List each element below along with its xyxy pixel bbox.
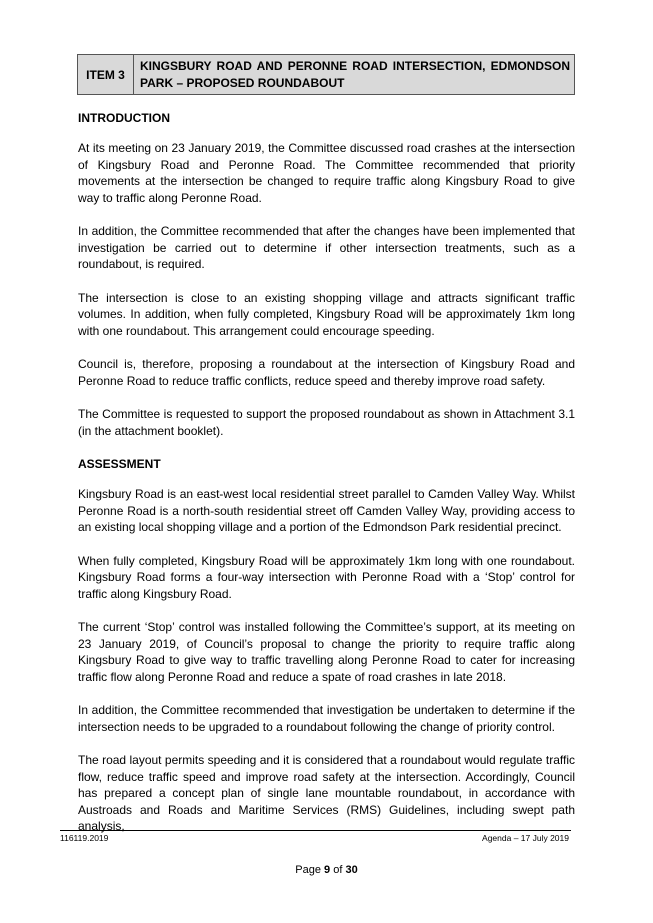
item-title-cell: KINGSBURY ROAD AND PERONNE ROAD INTERSECTION, EDMONDSON PARK – PROPOSED ROUNDABOUT — [140, 59, 570, 90]
assessment-paragraph: In addition, the Committee recommended that investigation be undertaken to determine if the intersection needs to be upgraded to a roundabout following the change of priority control. — [78, 703, 575, 734]
introduction-paragraph: The Committee is requested to support the proposed roundabout as shown in Attachment 3.1 (in the attachment booklet). — [78, 407, 575, 438]
item-number-cell: ITEM 3 — [78, 55, 134, 94]
page-total: 30 — [345, 864, 358, 876]
page-separator: of — [333, 864, 343, 876]
item-header-table — [77, 54, 575, 95]
assessment-paragraph: Kingsbury Road is an east-west local residential street parallel to Camden Valley Way. Whilst Peronne Road is a north-south residential street off Camden Valley Way, providing access to an existing local shopping village and a portion of the Edmondson Park residential precinct. — [78, 487, 575, 534]
footer-agenda-date: Agenda – 17 July 2019 — [482, 833, 569, 843]
page-prefix: Page — [295, 864, 321, 876]
page-number — [0, 864, 653, 877]
introduction-heading: INTRODUCTION — [78, 111, 170, 125]
assessment-paragraph: The road layout permits speeding and it is considered that a roundabout would regulate traffic flow, reduce traffic speed and improve road safety at the intersection. Accordingly, Council has prepared a concept plan of single lane mountable roundabout, in accordance with Austroads and Roads and Maritime Services (RMS) Guidelines, including swept path analysis, — [78, 753, 575, 833]
introduction-paragraph: In addition, the Committee recommended that after the changes have been implemented that investigation be carried out to determine if other intersection treatments, such as a roundabout, is required. — [78, 224, 575, 271]
assessment-paragraph: When fully completed, Kingsbury Road will be approximately 1km long with one roundabout. Kingsbury Road forms a four-way intersection with Peronne Road with a ‘Stop’ control for traffic along Kingsbury Road. — [78, 553, 575, 601]
introduction-paragraph: Council is, therefore, proposing a roundabout at the intersection of Kingsbury Road and Peronne Road to reduce traffic conflicts, reduce speed and thereby improve road safety. — [78, 357, 575, 388]
introduction-paragraph: The intersection is close to an existing shopping village and attracts significant traffic volumes. In addition, when fully completed, Kingsbury Road will be approximately 1km long with one roundabout. This arrangement could encourage speeding. — [78, 290, 575, 338]
footer-divider — [60, 830, 571, 831]
page-current: 9 — [324, 864, 331, 876]
assessment-paragraph: The current ‘Stop’ control was installed following the Committee’s support, at its meeting on 23 January 2019, of Council’s proposal to change the priority to require traffic along Kingsbury Road to give way to traffic travelling along Peronne Road to cater for increasing traffic flow along Peronne Road and reduce a spate of road crashes in late 2018. — [78, 620, 575, 684]
assessment-heading: ASSESSMENT — [78, 457, 161, 471]
footer-reference: 116119.2019 — [60, 833, 109, 843]
introduction-paragraph: At its meeting on 23 January 2019, the Committee discussed road crashes at the intersection of Kingsbury Road and Peronne Road. The Committee recommended that priority movements at the intersection be changed to require traffic along Kingsbury Road to give way to traffic along Peronne Road. — [78, 141, 575, 205]
report-body — [78, 110, 575, 835]
